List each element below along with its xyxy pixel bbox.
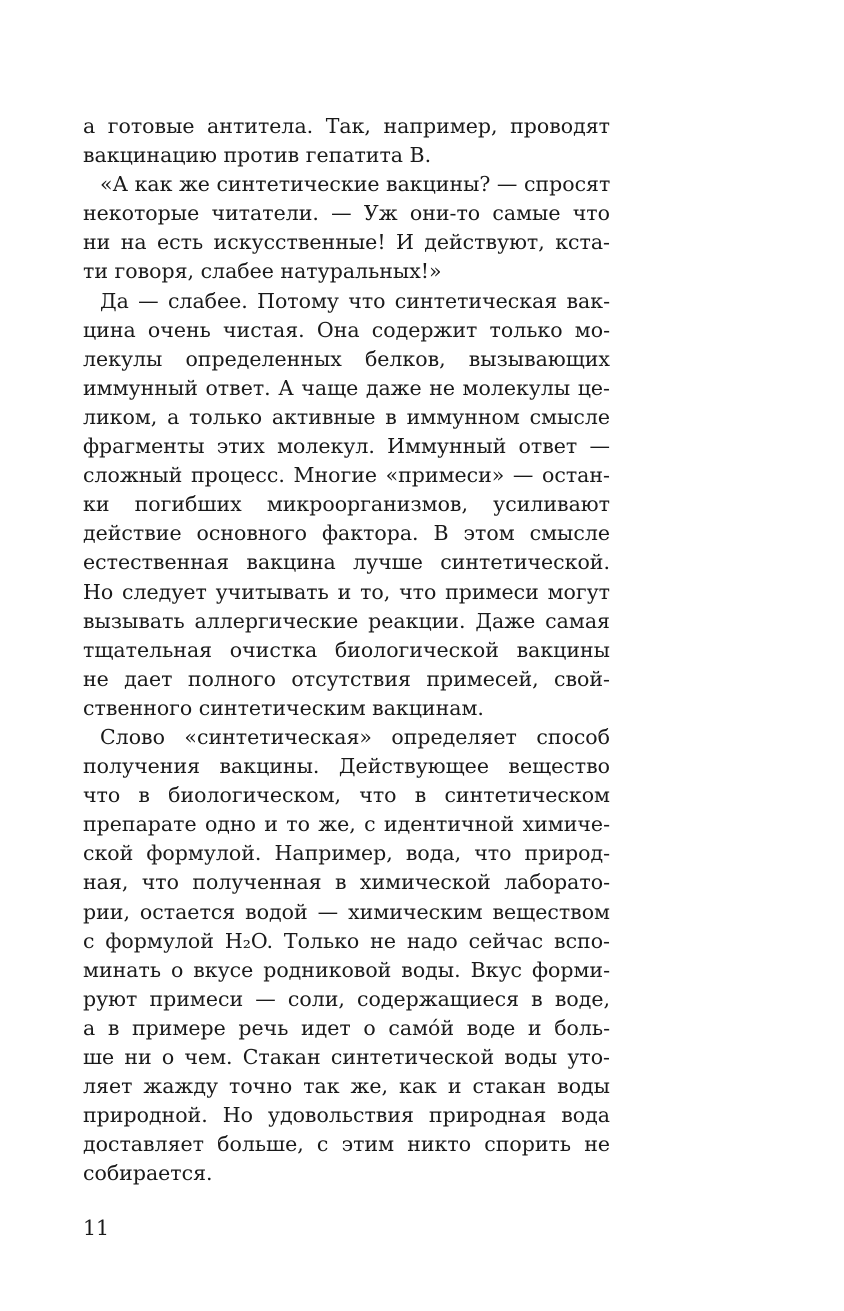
text-line: а готовые антитела. Так, например, проводят — [83, 114, 610, 138]
text-line: ше ни о чем. Стакан синтетической воды уто- — [83, 1045, 610, 1069]
text-line: природной. Но удовольствия природная вода — [83, 1103, 610, 1128]
text-line: не дает полного отсутствия примесей, свой- — [83, 666, 610, 691]
paragraph — [83, 112, 610, 170]
text-line: ственного синтетическим вакцинам. — [83, 695, 484, 720]
text-line: действие основного фактора. В этом смысле — [83, 521, 610, 546]
paragraph — [83, 287, 610, 723]
text-line: Слово «синтетическая» определяет способ — [100, 724, 610, 749]
text-line: ни на есть искусственные! И действуют, кста- — [83, 230, 610, 255]
text-line: иммунный ответ. А чаще даже не молекулы це- — [83, 375, 610, 400]
text-line: ляет жажду точно так же, как и стакан воды — [83, 1074, 610, 1099]
text-line: некоторые читатели. — Уж они-то самые что — [83, 201, 610, 226]
text-line: Да — слабее. Потому что синтетическая вак- — [100, 288, 610, 313]
text-line: а в примере речь идет о само́й воде и боль- — [83, 1015, 610, 1040]
text-line: получения вакцины. Действующее вещество — [83, 754, 610, 779]
text-line: цина очень чистая. Она содержит только мо- — [83, 317, 610, 342]
text-line: «А как же синтетические вакцины? — спросят — [100, 172, 611, 197]
text-line: естественная вакцина лучше синтетической. — [83, 550, 610, 575]
text-line: вакцинацию против гепатита В. — [83, 143, 432, 168]
text-line: ти говоря, слабее натуральных!» — [83, 259, 442, 284]
text-line: лекулы определенных белков, вызывающих — [83, 346, 610, 371]
text-line: вызывать аллергические реакции. Даже самая — [83, 608, 610, 633]
text-line: рии, остается водой — химическим веществом — [83, 899, 610, 924]
text-line: ки погибших микроорганизмов, усиливают — [83, 492, 610, 517]
text-line: ской формулой. Например, вода, что природ- — [83, 841, 610, 866]
text-line: фрагменты этих молекул. Иммунный ответ — — [83, 434, 610, 459]
text-line: тщательная очистка биологической вакцины — [83, 637, 610, 662]
text-line: минать о вкусе родниковой воды. Вкус форми- — [83, 957, 610, 982]
text-line: Но следует учитывать и то, что примеси могут — [83, 579, 610, 604]
body-text — [83, 112, 610, 1188]
text-line: собирается. — [83, 1161, 213, 1186]
text-line: что в биологическом, что в синтетическом — [83, 783, 610, 808]
text-line: руют примеси — соли, содержащиеся в воде, — [83, 986, 610, 1011]
page-number: 11 — [83, 1216, 110, 1240]
text-line: ная, что полученная в химической лаборато- — [83, 870, 610, 895]
paragraph — [83, 723, 610, 1189]
paragraph — [83, 170, 610, 286]
text-line: ликом, а только активные в иммунном смысле — [83, 404, 610, 429]
text-line: с формулой H₂O. Только не надо сейчас вспо- — [83, 928, 610, 953]
text-line: доставляет больше, с этим никто спорить не — [83, 1132, 610, 1157]
text-line: сложный процесс. Многие «примеси» — остан- — [83, 463, 610, 488]
text-line: препарате одно и то же, с идентичной химиче- — [83, 812, 610, 837]
